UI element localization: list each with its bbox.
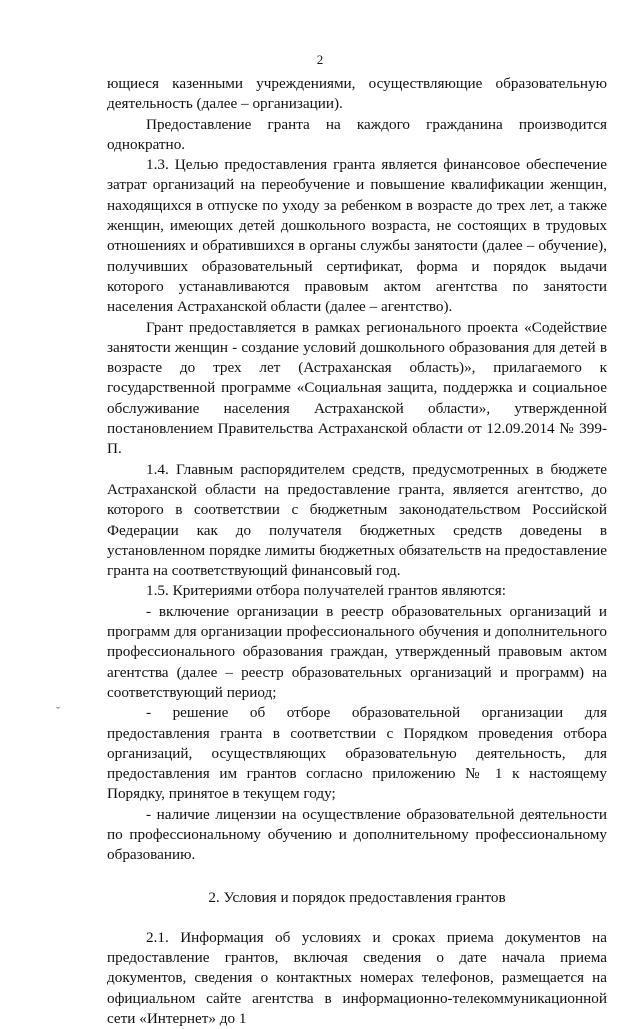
paragraph-1-4: 1.4. Главным распорядителем средств, предусмотренных в бюджете Астраханской области на предоставление гранта, является агентство, до которого в соответствии с бюджетным законодательством Российской Федерации как до получателя бюджетных средств доведены в установленном порядке лимиты бюджетных обязательств на предоставление гранта на соответствующий финансовый год. (107, 460, 607, 580)
criteria-item-license: - наличие лицензии на осуществление образовательной деятельности по профессиональному обучению и дополнительному профессиональному образованию. (107, 805, 607, 864)
page-number: 2 (316, 52, 324, 67)
paragraph-2-1: 2.1. Информация об условиях и сроках приема документов на предоставление грантов, включая сведения о дате начала приема документов, сведения о контактных номерах телефонов, размещается на официальном сайте агентства в информационно-телекоммуникационной сети «Интернет» до 1 (107, 928, 607, 1028)
paragraph-grant-project: Грант предоставляется в рамках регионального проекта «Содействие занятости женщин - создание условий дошкольного образования для детей в возрасте до трех лет (Астраханская область)», прилагаемого к государственной программе «Социальная защита, поддержка и социальное обслуживание населения Астраханской области», утвержденной постановлением Правительства Астраханской области от 12.09.2014 № 399-П. (107, 318, 607, 458)
scan-artifact-mark: ˇ (56, 704, 60, 718)
criteria-item-selection: - решение об отборе образовательной организации для предоставления гранта в соответствии с Порядком проведения отбора организаций, осуществляющих образовательную деятельность, для предоставления им грантов согласно приложению № 1 к настоящему Порядку, принятое в текущем году; (107, 704, 607, 803)
criteria-item-registry: - включение организации в реестр образовательных организаций и программ для организации профессионального обучения и дополнительного профессионального образования граждан, утвержденный правовым актом агентства (далее – реестр образовательных организаций и программ) на соответствующий период; (107, 602, 607, 701)
paragraph-once: Предоставление гранта на каждого гражданина производится однократно. (107, 115, 607, 153)
paragraph-1-3: 1.3. Целью предоставления гранта является финансовое обеспечение затрат организаций на переобучение и повышение квалификации женщин, находящихся в отпуске по уходу за ребенком в возрасте до трех лет, а также женщин, имеющих детей дошкольного возраста, не состоящих в трудовых отношениях и обратившихся в органы службы занятости (далее – обучение), получивших образовательный сертификат, форма и порядок выдачи которого устанавливаются правовым актом агентства по занятости населения Астраханской области (далее – агентство). (107, 156, 607, 316)
paragraph-1-5: 1.5. Критериями отбора получателей грантов являются: (146, 582, 506, 600)
document-body (107, 74, 607, 1029)
section-heading: 2. Условия и порядок предоставления грантов (208, 888, 506, 906)
paragraph-continuation: ющиеся казенными учреждениями, осуществляющие образовательную деятельность (далее – организации). (107, 75, 607, 113)
